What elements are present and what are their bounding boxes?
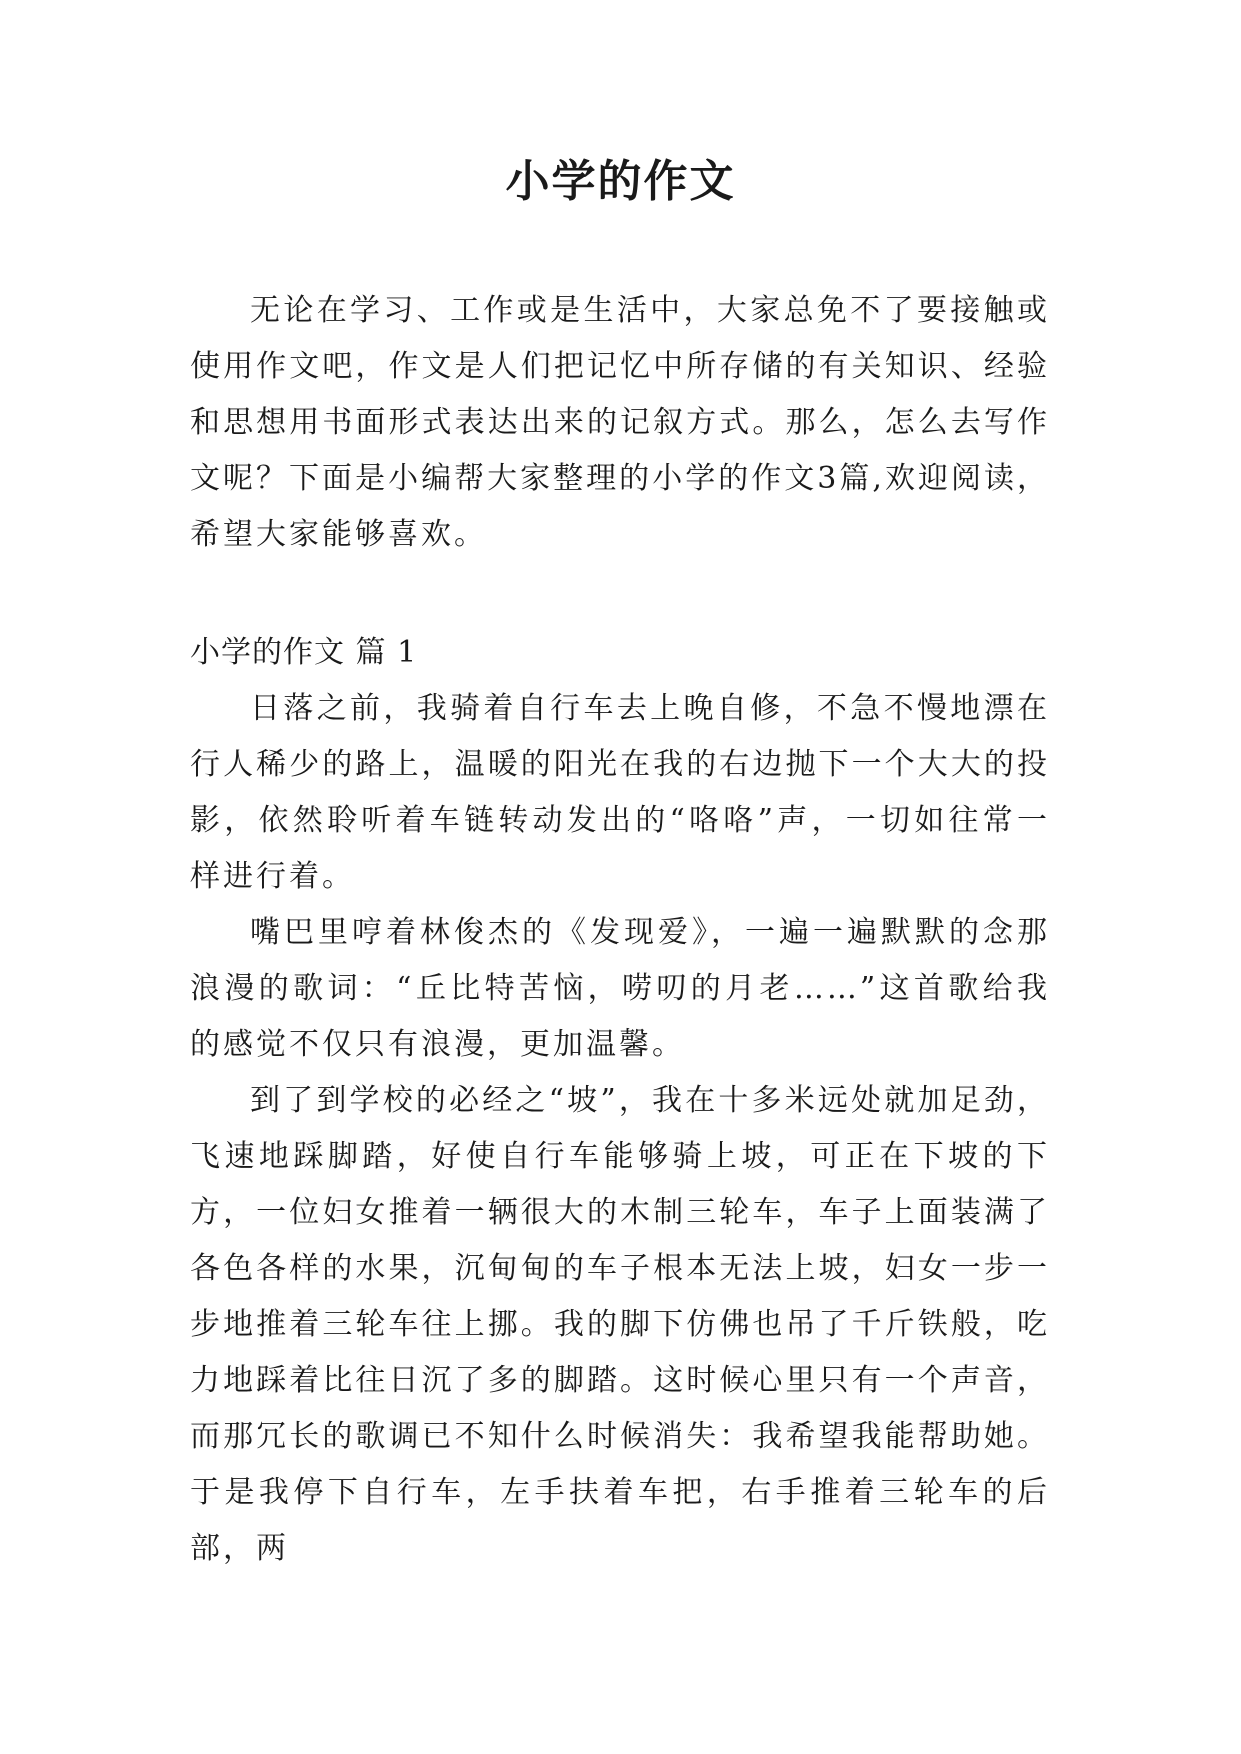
document-body: [190, 283, 1050, 1577]
section-spacer: [190, 563, 1050, 625]
body-paragraph: 到了到学校的必经之“坡”，我在十多米远处就加足劲，飞速地踩脚踏，好使自行车能够骑上坡，可正在下坡的下方，一位妇女推着一辆很大的木制三轮车，车子上面装满了各色各样的水果，沉甸甸的车子根本无法上坡，妇女一步一步地推着三轮车往上挪。我的脚下仿佛也吊了千斤铁般，吃力地踩着比往日沉了多的脚踏。这时候心里只有一个声音，而那冗长的歌调已不知什么时候消失：我希望我能帮助她。于是我停下自行车，左手扶着车把，右手推着三轮车的后部，两: [190, 1083, 1050, 1566]
body-paragraph: 嘴巴里哼着林俊杰的《发现爱》，一遍一遍默默的念那浪漫的歌词：“丘比特苦恼，唠叨的月老……”这首歌给我的感觉不仅只有浪漫，更加温馨。: [190, 915, 1050, 1062]
body-paragraph: 日落之前，我骑着自行车去上晚自修，不急不慢地漂在行人稀少的路上，温暖的阳光在我的右边抛下一个大大的投影，依然聆听着车链转动发出的“咯咯”声，一切如往常一样进行着。: [190, 691, 1050, 894]
intro-paragraph: 无论在学习、工作或是生活中，大家总免不了要接触或使用作文吧，作文是人们把记忆中所存储的有关知识、经验和思想用书面形式表达出来的记叙方式。那么，怎么去写作文呢？下面是小编帮大家整理的小学的作文3篇,欢迎阅读，希望大家能够喜欢。: [190, 293, 1050, 552]
document-title: 小学的作文: [505, 156, 736, 207]
section-title: 小学的作文 篇 1: [190, 635, 418, 670]
